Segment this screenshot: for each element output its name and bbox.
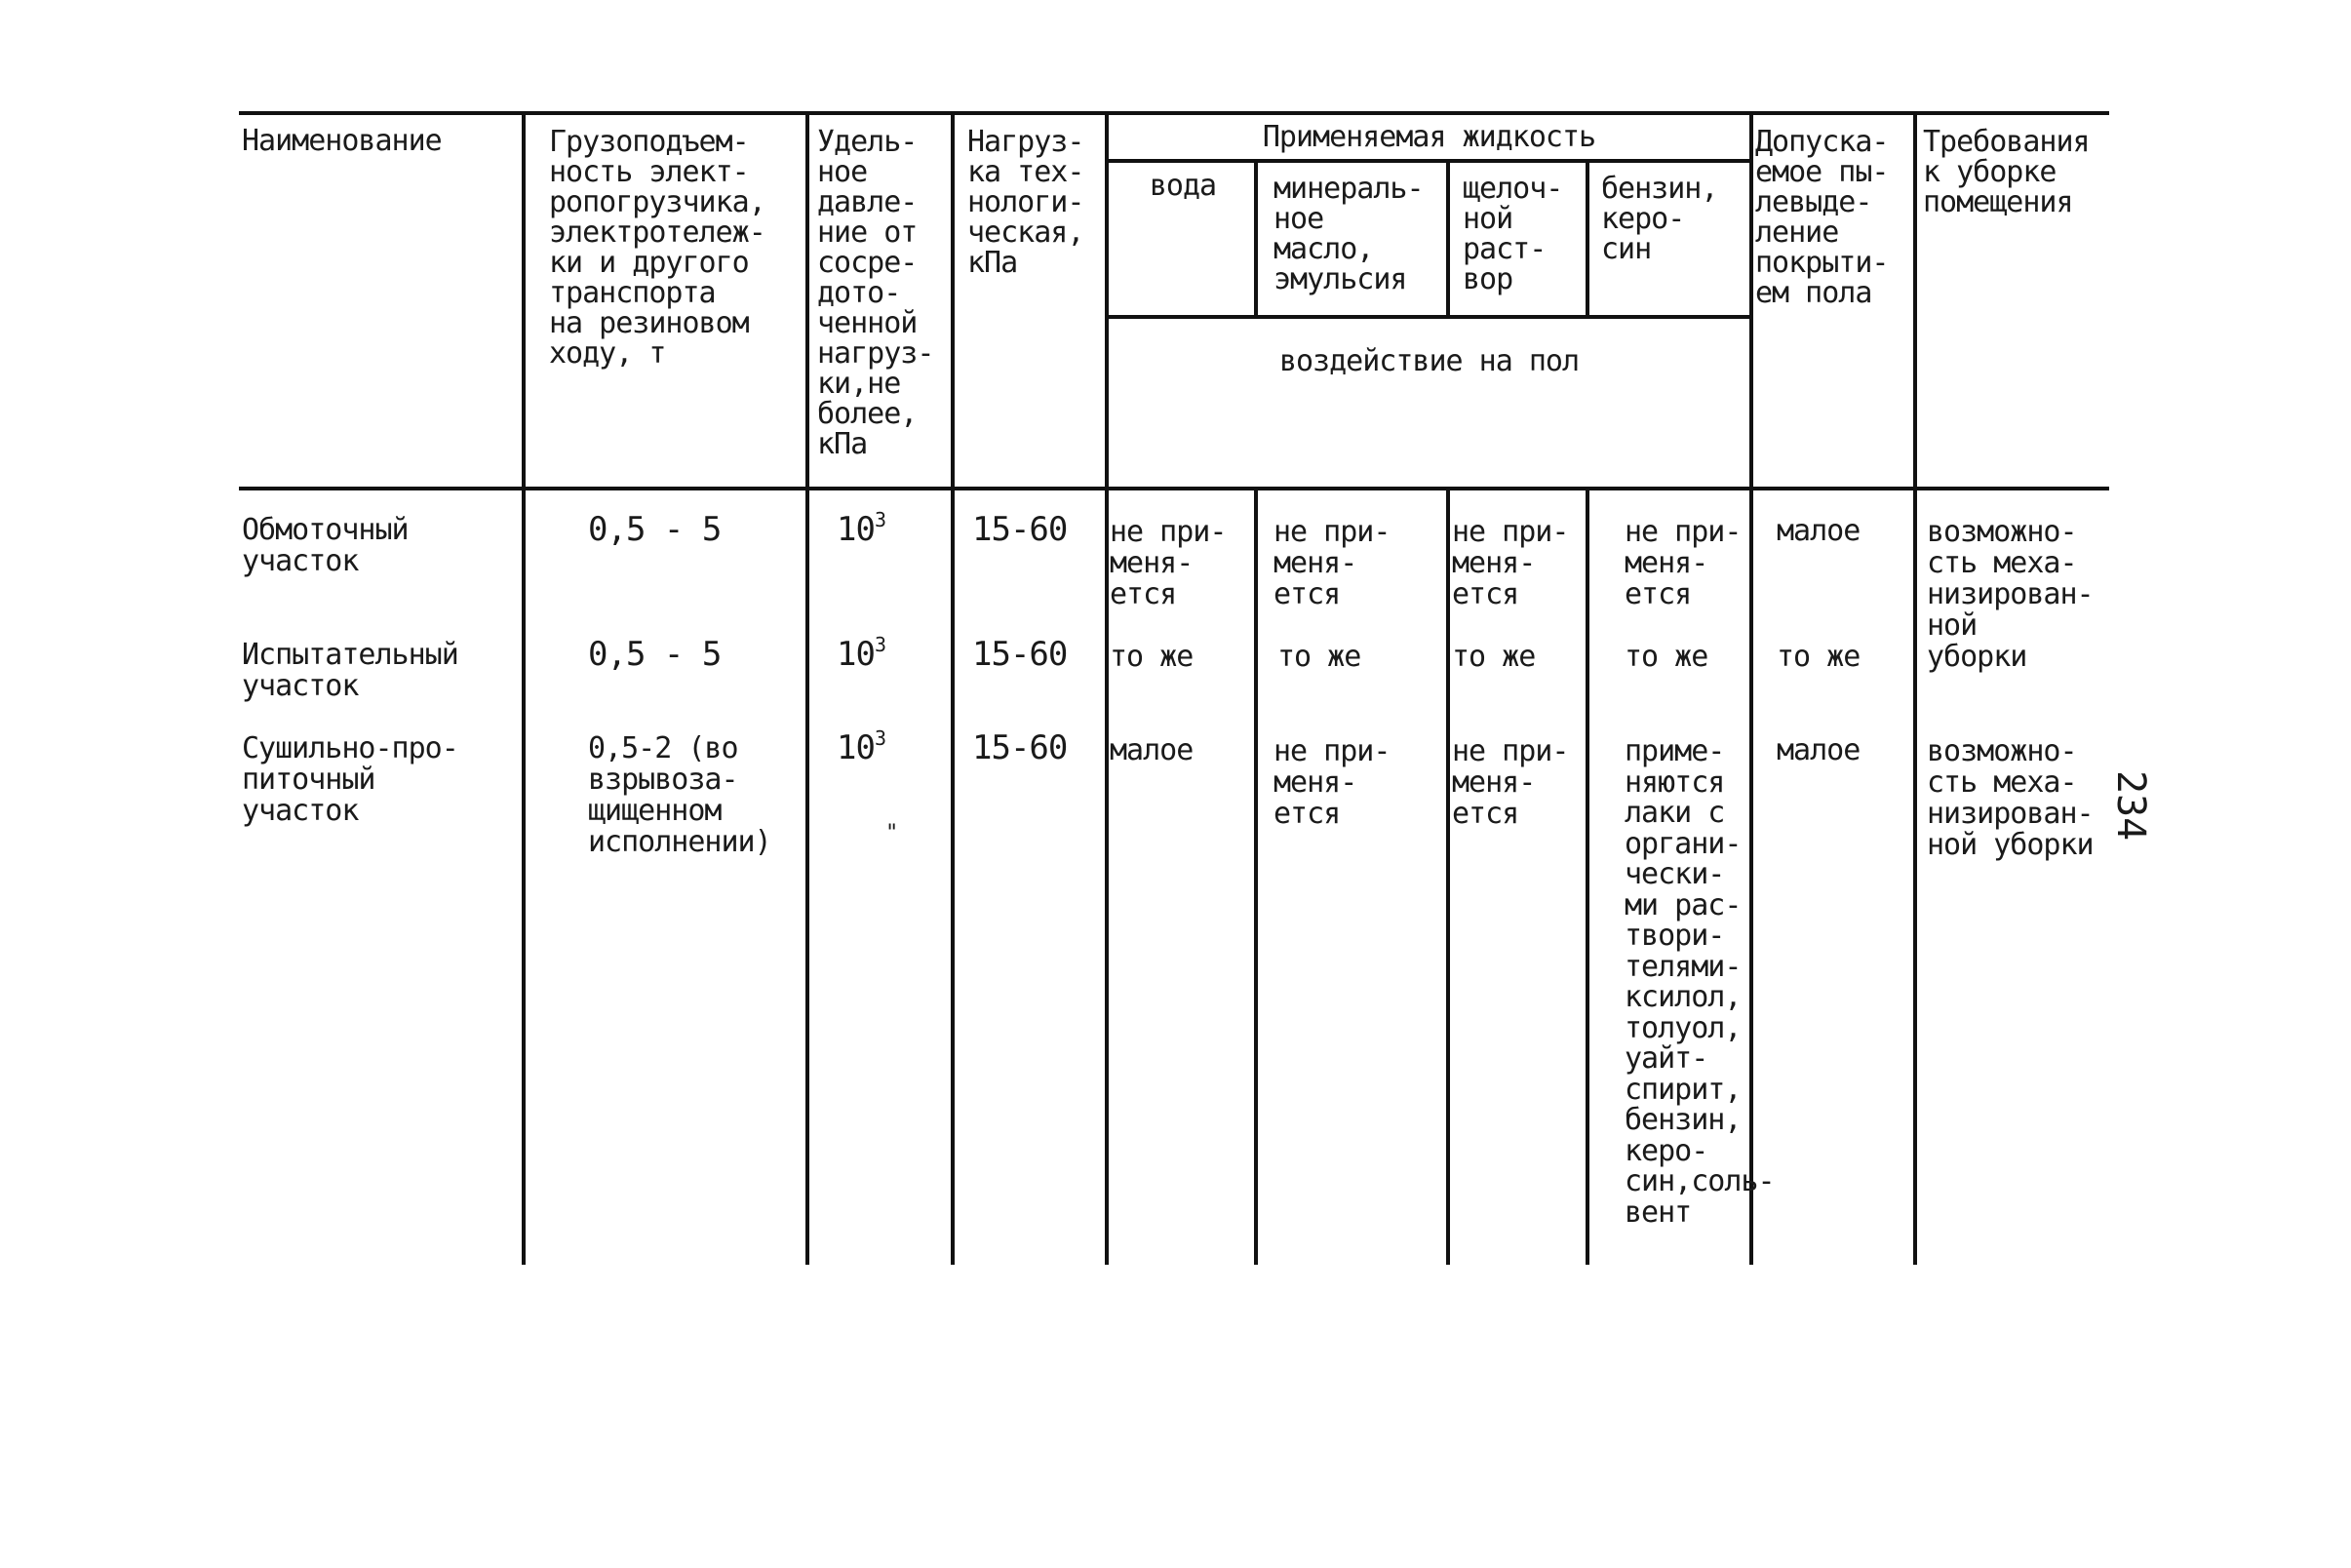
table-top-rule <box>239 111 2109 115</box>
col-divider-9 <box>1913 111 1917 1265</box>
row-3-name: Сушильно-про- питочный участок <box>242 731 458 828</box>
row-1-name: Обмоточный участок <box>242 513 409 578</box>
row-3-load: 15-60 <box>972 728 1068 767</box>
page-number: 234 <box>2108 770 2153 842</box>
row-2-oil: то же <box>1277 640 1361 674</box>
header-dust: Допуска- емое пы- левыде- ление покрыти- ем пола <box>1755 125 1889 310</box>
row-1-petrol: не при- меня- ется <box>1625 515 1742 611</box>
header-liquid-group: Применяемая жидкость <box>1262 120 1596 154</box>
header-liquid-water: вода <box>1149 169 1217 203</box>
col-divider-5b <box>1254 487 1258 1265</box>
col-divider-2 <box>805 111 809 1265</box>
header-liquid-petrol: бензин, керо- син <box>1601 172 1718 266</box>
row-2-pressure-exp: 3 <box>874 633 885 656</box>
col-divider-7 <box>1586 159 1589 318</box>
col-divider-7b <box>1586 487 1589 1265</box>
row-2-alkali: то же <box>1452 640 1536 674</box>
liquid-subheader-rule <box>1105 159 1751 163</box>
row-1-cleaning: возможно- сть меха- низирован- ной уборки <box>1927 515 2094 674</box>
col-divider-6b <box>1446 487 1450 1265</box>
row-3-capacity: 0,5-2 (во взрывоза- щищенном исполнении) <box>588 731 771 859</box>
header-bottom-rule <box>239 487 2109 490</box>
row-1-load: 15-60 <box>972 510 1068 549</box>
row-1-dust: малое <box>1777 514 1861 548</box>
header-cleaning: Требования к уборке помещения <box>1923 125 2090 219</box>
row-3-cleaning: возможно- сть меха- низирован- ной уборки <box>1927 734 2094 862</box>
header-load: Нагруз- ка тех- нологи- ческая, кПа <box>967 125 1084 280</box>
header-impact: воздействие на пол <box>1278 344 1580 378</box>
row-3-dust: малое <box>1777 733 1861 767</box>
col-divider-1 <box>522 111 526 1265</box>
row-3-pressure <box>837 726 885 767</box>
header-name: Наименование <box>242 124 442 158</box>
row-1-pressure <box>837 508 885 549</box>
impact-rule <box>1105 315 1751 319</box>
col-divider-3 <box>951 111 955 1265</box>
row-1-water: не при- меня- ется <box>1110 515 1227 611</box>
header-liquid-alkali: щелоч- ной раст- вор <box>1463 172 1563 296</box>
row-2-pressure-base: 10 <box>837 635 875 674</box>
row-3-pressure-base: 10 <box>837 728 875 767</box>
row-1-pressure-exp: 3 <box>874 508 885 531</box>
row-2-dust: то же <box>1777 640 1861 674</box>
row-1-alkali: не при- меня- ется <box>1452 515 1569 611</box>
row-2-capacity: 0,5 - 5 <box>588 635 722 674</box>
row-3-oil: не при- меня- ется <box>1273 734 1391 831</box>
row-2-water: то же <box>1110 640 1194 674</box>
col-divider-6 <box>1446 159 1450 318</box>
row-2-load: 15-60 <box>972 635 1068 674</box>
row-3-pressure-note: " <box>885 821 898 845</box>
row-3-pressure-exp: 3 <box>874 726 885 750</box>
col-divider-4 <box>1105 111 1109 1265</box>
row-3-water: малое <box>1110 733 1194 767</box>
col-divider-5 <box>1254 159 1258 318</box>
row-2-pressure <box>837 633 885 674</box>
row-1-pressure-base: 10 <box>837 510 875 549</box>
row-2-petrol: то же <box>1625 640 1708 674</box>
row-2-name: Испытательный участок <box>242 638 458 703</box>
header-pressure: Удель- ное давле- ние от сосре- дото- ченной нагруз- ки,не более, кПа <box>817 125 934 461</box>
header-capacity: Грузоподъем- ность элект- ропогрузчика, электротележ- ки и другого транспорта на резиновом ходу, т <box>549 125 765 371</box>
header-liquid-oil: минераль- ное масло, эмульсия <box>1273 172 1424 296</box>
row-3-alkali: не при- меня- ется <box>1452 734 1569 831</box>
row-1-oil: не при- меня- ется <box>1273 515 1391 611</box>
row-1-capacity: 0,5 - 5 <box>588 510 722 549</box>
row-3-petrol: приме- няются лаки с органи- чески- ми рас- твори- телями- ксилол, толуол, уайт- спирит, бензин, керо- син,соль- вент <box>1625 734 1775 1230</box>
